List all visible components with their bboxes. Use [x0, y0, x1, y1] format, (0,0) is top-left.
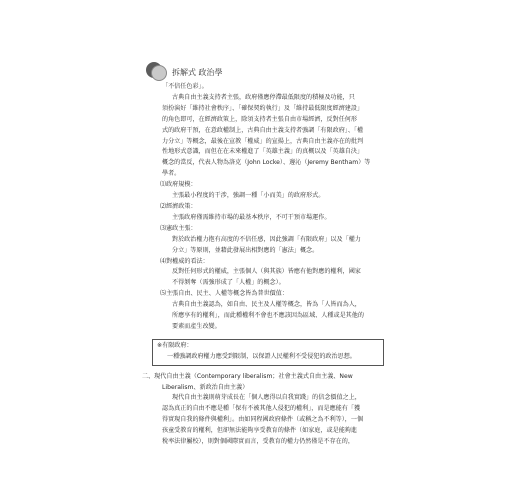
section-heading: 二、現代自由主義（Contemporary liberalism；社會主義式自由主義、New — [142, 372, 353, 380]
item-line: 反對任何形式的權威，主張個人（與其族）皆應有他對應的權利，國家 — [172, 268, 361, 276]
intro-line: 力分立」等概念，最後在宣教「權威」的宣揚上，古典自由主義亦在的批判 — [162, 137, 364, 145]
section-line: 稅率法律屬校），則對個國際實而言，受教育的權力仍然僅是不存在的， — [162, 438, 354, 446]
definition-title: ※有限政府： — [157, 341, 193, 349]
section-line: 得實現自我的條件與權利」。由如同程國政府條件（或稱之為不利等），一個 — [162, 416, 364, 424]
item-title: ⑴政府規模： — [160, 181, 197, 189]
section-line: 現代自由主義則萌芽成長在「個人應得以自我實踐」的信念價值之上， — [172, 394, 361, 402]
item-line: 不得剝奪（需強形成了「人權」的概念）。 — [172, 279, 285, 287]
item-title: ⑵經濟政策： — [160, 202, 197, 210]
item-title: ⑷對權威的看法： — [160, 257, 209, 265]
section-modern-liberalism — [142, 372, 384, 448]
header-title: 拆解式 政治學 — [172, 68, 223, 77]
item-line: 所應享有的權利」，而此種權利不會也不應該因為區域、人種或是其他的 — [172, 312, 364, 320]
intro-line: 概念的當反，代表人物為洛克（John Locke）、邊沁（Jeremy Bentham）等 — [162, 159, 371, 167]
item-line: 要素而產生改變。 — [172, 322, 221, 330]
section-line: 孩童受教育的權利，但卻無法能夠享受教育的條件（如家庭，或是能夠進 — [162, 427, 357, 435]
item-line: 主張最小程度的干涉，強調一種「小而美」的政府形式。 — [172, 192, 325, 200]
opening-quote: 「不信任色彩」。 — [162, 83, 208, 90]
intro-line: 式的政府干預，在意政權制上，古典自由主義支持者強調「有限政府」、「權 — [162, 126, 364, 134]
intro-line: 學者。 — [162, 170, 181, 178]
intro-line: 的角色即可，在經濟政策上，除須支持者主張自由市場經濟，反對任何形 — [162, 115, 357, 123]
item-line: 對於政治權力抱有高度的不信任感，因此強調「有限政府」以及「權力 — [172, 235, 361, 243]
intro-line: 須扮演好「維持社會秩序」、「確保契約執行」及「維持最低限度經濟建設」 — [162, 104, 364, 112]
document-body — [142, 82, 384, 448]
section-heading: Liberalism、新政治自由主義） — [162, 383, 249, 391]
book-logo-icon — [146, 62, 166, 82]
item-line: 分立」等原則，並藉此發展出相對應的「憲法」概念。 — [172, 246, 319, 254]
definition-box — [152, 339, 384, 366]
page-header — [146, 62, 376, 82]
intro-line: 古典自由主義支持者主張，政府僅應停滯最低限度的積極及功能，只 — [172, 93, 355, 101]
item-title: ⑶憲政主張： — [160, 224, 197, 232]
definition-text: 一種強調政府權力應受到限制，以保證人民權利不受侵犯的政治思想。 — [167, 352, 356, 360]
item-title: ⑸主張自由、民主、人權等概念皆為普世價值： — [160, 290, 288, 298]
item-line: 主張政府僅需維持市場的最基本秩序，不可干預市場運作。 — [172, 213, 331, 221]
intro-line: 性地形式意識，而但在在未來權進了「英雄主義」的真概以及「英雄自決」 — [162, 148, 364, 156]
section-line: 認為真正的自由不應是種「保有不被其他人侵犯的權利」，而是應能有「獲 — [162, 405, 361, 413]
item-line: 古典自由主義認為，如自由、民主及人權等概念，皆為「人皆而為人， — [172, 301, 361, 309]
